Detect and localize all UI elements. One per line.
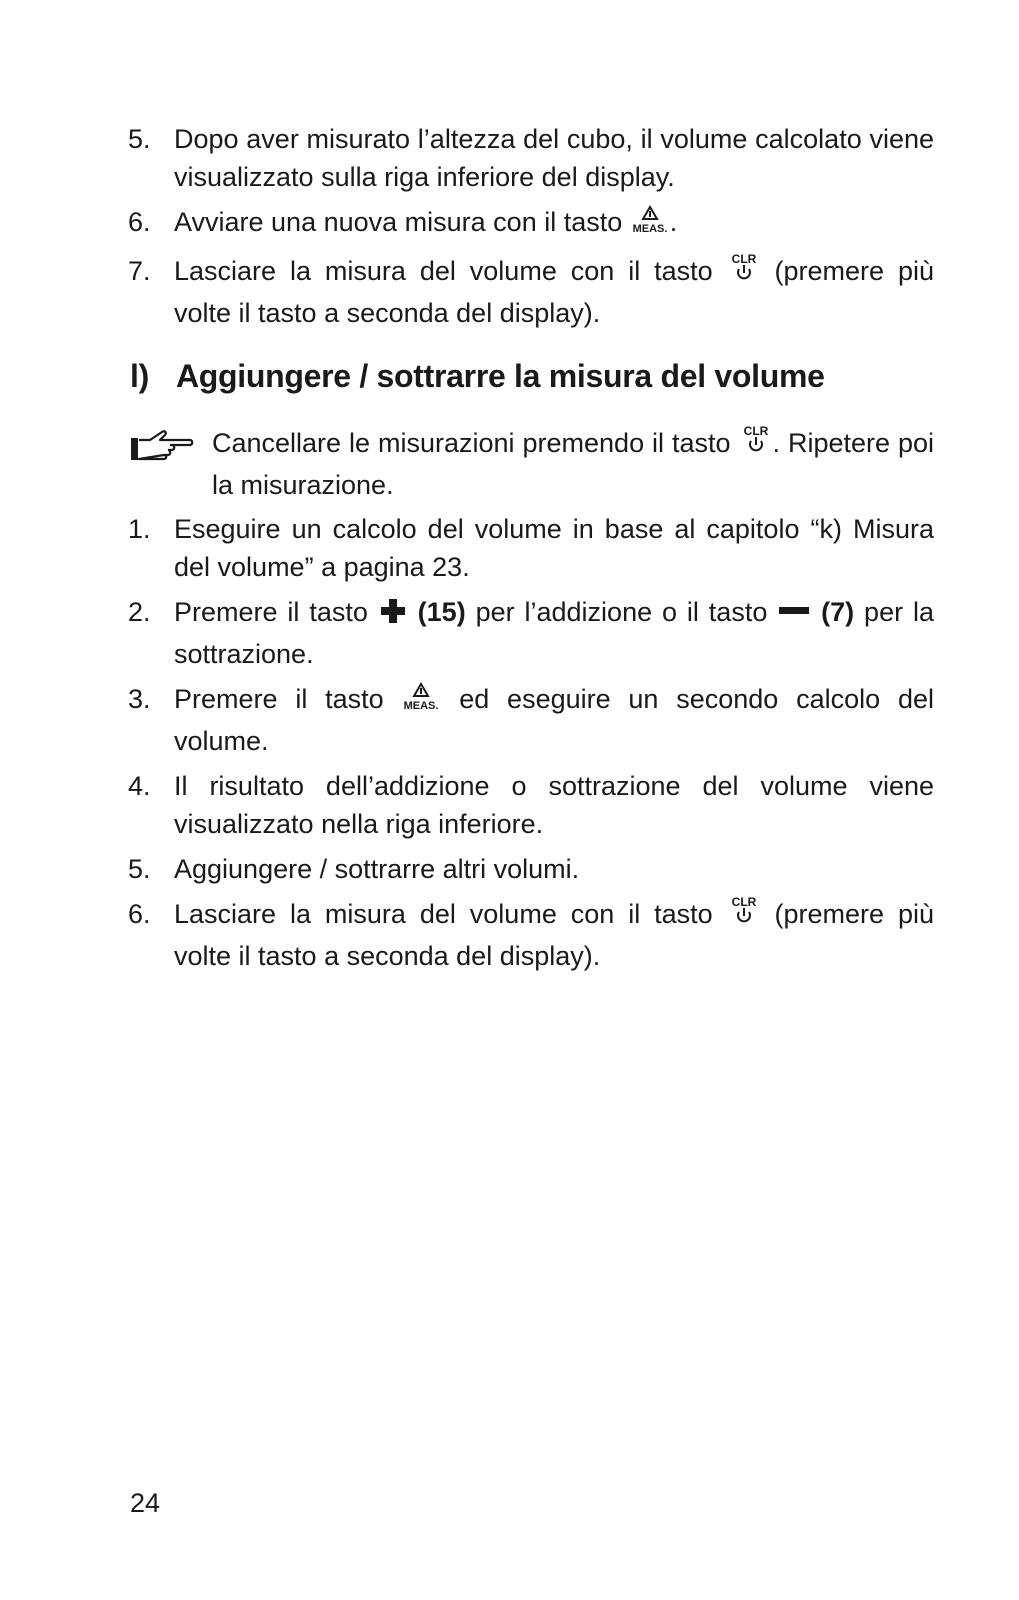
list-item <box>128 510 934 586</box>
item-number: 3. <box>128 684 151 714</box>
item-number: 6. <box>128 207 151 237</box>
item-text-before: Lasciare la misura del volume con il tasto <box>174 256 727 286</box>
item-text-after: ed eseguire un secondo calcolo del volume. <box>174 684 934 756</box>
note-text-before: Cancellare le misurazioni premendo il tasto <box>212 428 739 458</box>
item-text: Eseguire un calcolo del volume in base al capitolo “k) Misura del volume” a pagina 23. <box>174 514 934 582</box>
section-heading <box>130 356 825 396</box>
note-text-after: . Ripetere poi la misurazione. <box>212 428 935 500</box>
list-item <box>128 895 934 975</box>
item-number: 5. <box>128 854 151 884</box>
meas-icon <box>401 682 441 722</box>
minus-icon <box>777 597 811 635</box>
meas-icon-label: MEAS. <box>632 223 668 235</box>
list-item <box>128 767 934 843</box>
item-number: 6. <box>128 899 151 929</box>
clr-power-icon <box>739 424 773 466</box>
minus-key-ref: (7) <box>821 597 855 627</box>
item-text-1: Premere il tasto <box>174 597 378 627</box>
clr-power-icon <box>727 252 761 294</box>
item-text-after: (premere più volte il tasto a seconda del display). <box>174 256 934 328</box>
item-text-before: Lasciare la misura del volume con il tasto <box>174 899 727 929</box>
clr-power-icon <box>727 895 761 937</box>
item-text-before: Premere il tasto <box>174 684 402 714</box>
note-block <box>130 424 934 504</box>
item-number: 1. <box>128 514 151 544</box>
plus-key-ref: (15) <box>417 597 466 627</box>
item-text: Il risultato dell’addizione o sottrazione del volume viene visualizzato nella riga inferiore. <box>174 771 934 839</box>
steps-list-top <box>128 120 934 339</box>
steps-list-bottom <box>128 510 934 982</box>
section-title: Aggiungere / sottrarre la misura del volume <box>176 358 825 394</box>
item-number: 4. <box>128 771 151 801</box>
clr-icon-label: CLR <box>743 424 768 438</box>
page-number: 24 <box>130 1488 161 1518</box>
list-item <box>128 850 934 888</box>
section-number: l) <box>130 358 149 394</box>
item-text: Aggiungere / sottrarre altri volumi. <box>174 854 580 884</box>
item-text-after: . <box>669 207 678 237</box>
clr-icon-label: CLR <box>731 895 756 909</box>
list-item <box>128 593 934 673</box>
clr-icon-label: CLR <box>731 252 756 266</box>
item-text-3: per la sottrazione. <box>174 597 934 669</box>
list-item <box>128 252 934 332</box>
item-text-2: per l’addizione o il tasto <box>465 597 778 627</box>
meas-icon-label: MEAS. <box>404 700 439 712</box>
item-number: 5. <box>128 124 151 154</box>
item-text: Dopo aver misurato l’altezza del cubo, il volume calcolato viene visualizzato sulla riga inferiore del display. <box>174 124 934 192</box>
item-number: 2. <box>128 597 151 627</box>
list-item <box>128 120 934 196</box>
pointing-hand-icon <box>130 426 194 462</box>
list-item <box>128 680 934 760</box>
item-text-after: (premere più volte il tasto a seconda del display). <box>174 899 934 971</box>
meas-icon <box>630 205 670 245</box>
plus-icon <box>378 597 408 635</box>
list-item <box>128 203 934 245</box>
item-text-before: Avviare una nuova misura con il tasto <box>174 207 630 237</box>
item-number: 7. <box>128 256 151 286</box>
